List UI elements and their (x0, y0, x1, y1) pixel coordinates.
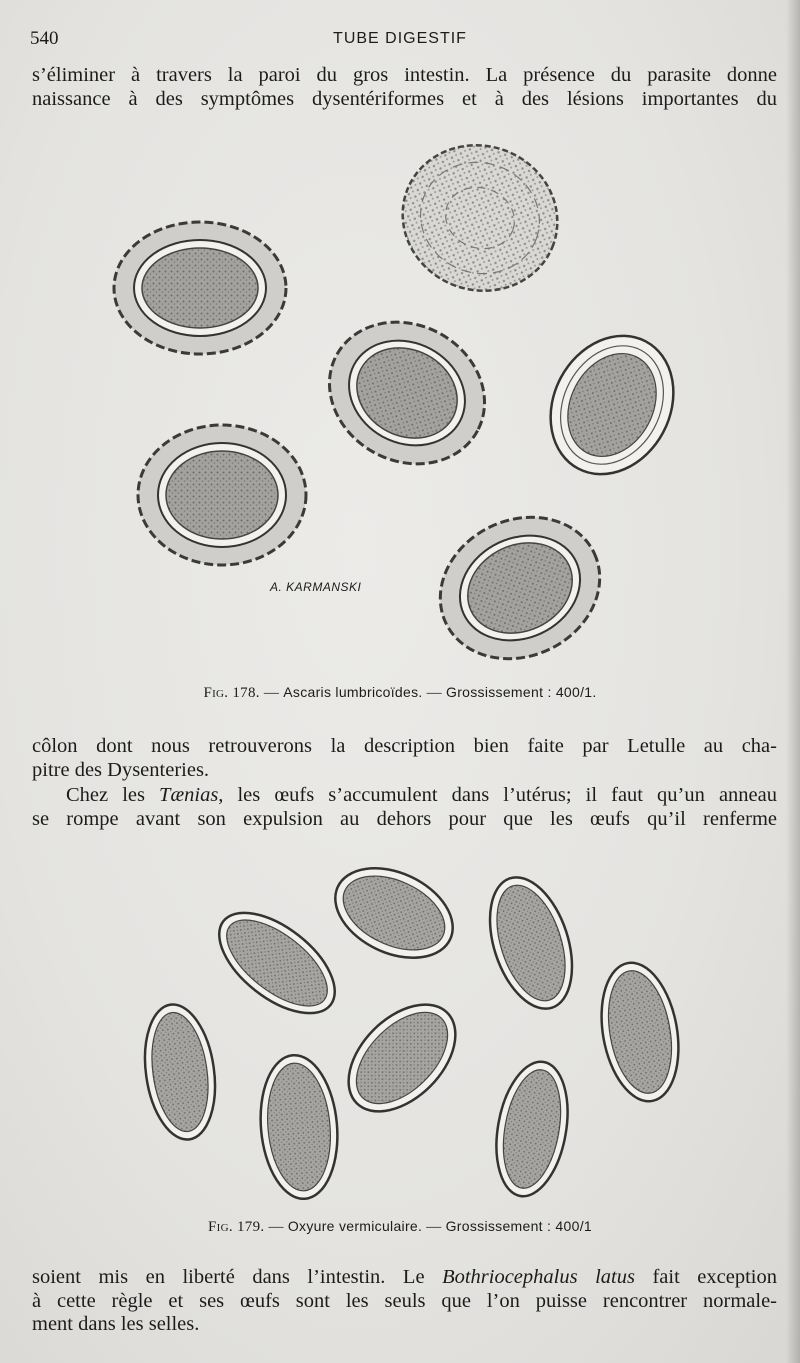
figure-178-magnification: Grossissement : 400/1. (446, 684, 597, 700)
paragraph-1 (32, 64, 777, 111)
ascaris-egg-decorticated (382, 130, 578, 312)
paragraph-3-line-2: se rompe avant son expulsion au dehors pour que les œufs qu’il renferme (32, 807, 777, 830)
figure-179-label: Fig. 179. (208, 1219, 265, 1235)
oxyure-egg (137, 1000, 223, 1144)
figure-178-label: Fig. 178. (203, 685, 260, 701)
page-number: 540 (30, 28, 59, 49)
text-run: fait exception (634, 1266, 777, 1288)
caption-dash: — (264, 1219, 288, 1235)
paragraph-4 (32, 1266, 777, 1337)
oxyure-egg (255, 1052, 343, 1202)
paragraph-2-line-1: côlon dont nous retrouverons la description bien faite par Letulle au cha- (32, 735, 777, 757)
oxyure-egg (202, 894, 352, 1033)
ascaris-egg (417, 492, 623, 680)
paragraph-2-line-2: pitre des Dysenteries. (32, 758, 210, 781)
figure-178-caption (0, 684, 800, 702)
caption-dash: — (422, 685, 446, 701)
figure-178-species: Ascaris lumbricoïdes. (283, 684, 423, 700)
artist-signature: A. KARMANSKI (270, 580, 362, 594)
paragraph-3 (32, 784, 777, 831)
text-run: soient mis en liberté dans l’intestin. Le (32, 1266, 443, 1288)
figure-179-magnification: Grossissement : 400/1 (445, 1218, 592, 1234)
oxyure-egg (475, 867, 587, 1019)
ascaris-egg (304, 295, 509, 490)
paragraph-4-line-3: ment dans les selles. (32, 1313, 200, 1335)
caption-dash: — (259, 685, 284, 701)
oxyure-egg (487, 1056, 578, 1202)
text-run: Chez les (66, 784, 160, 806)
paragraph-3-line-1 (32, 784, 777, 808)
text-run: , les œufs s’accumulent dans l’utérus; il faut qu’un anneau (218, 784, 777, 806)
caption-dash: — (422, 1219, 446, 1235)
figure-179-caption (0, 1218, 800, 1236)
ascaris-egg (527, 314, 697, 496)
ascaris-egg (114, 222, 286, 354)
taxon-name: Bothriocephalus latus (442, 1266, 635, 1288)
paragraph-2 (32, 735, 777, 782)
paragraph-1-line-2: naissance à des symptômes dysentériformes et à des lésions importantes du (32, 87, 777, 110)
taxon-name: Tænias (159, 784, 219, 806)
ascaris-egg (138, 425, 306, 565)
figure-179-illustration (0, 855, 800, 1210)
oxyure-egg (591, 957, 688, 1108)
paragraph-4-line-2: à cette règle et ses œufs sont les seuls que l’on puisse rencontrer normale- (32, 1289, 777, 1312)
running-title: TUBE DIGESTIF (333, 30, 467, 47)
figure-178-illustration (0, 130, 800, 680)
figure-179-species: Oxyure vermiculaire. (287, 1218, 423, 1234)
oxyure-egg (328, 984, 475, 1131)
page-header (30, 28, 770, 54)
paragraph-4-line-1 (32, 1266, 777, 1290)
oxyure-egg (321, 855, 467, 975)
paragraph-1-line-1: s’éliminer à travers la paroi du gros intestin. La présence du parasite donne (32, 64, 777, 86)
